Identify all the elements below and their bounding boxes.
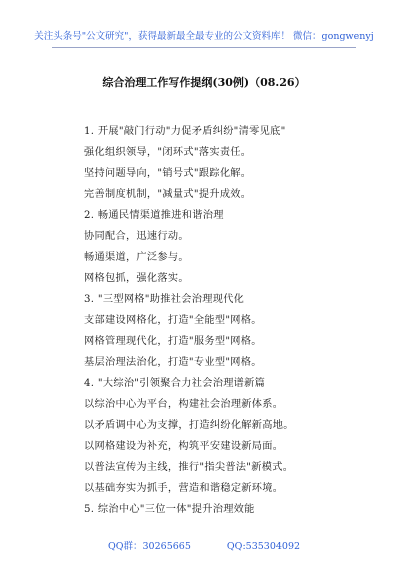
page-header: 关注头条号"公文研究"，获得最新最全最专业的公文资料库！ 微信：gongwenyj — [34, 31, 374, 42]
text-line: 5. 综治中心"三位一体"提升治理效能 — [84, 504, 255, 515]
text-line: 以综治中心为平台，构建社会治理新体系。 — [84, 399, 284, 410]
text-line: 2. 畅通民情渠道推进和谐治理 — [84, 210, 224, 221]
text-line: 协同配合，迅速行动。 — [84, 231, 189, 242]
text-line: 畅通渠道，广泛参与。 — [84, 252, 189, 263]
text-line: 网格管理现代化，打造"服务型"网格。 — [84, 336, 262, 347]
qq-group-number: QQ群：30265665 — [107, 541, 191, 552]
document-title: 综合治理工作写作提纲(30例)（08.26） — [102, 76, 306, 89]
text-line: 以矛盾调中心为支撑，打造纠纷化解新高地。 — [84, 420, 294, 431]
text-line: 以普法宣传为主线，推行"指尖普法"新模式。 — [84, 462, 294, 473]
text-line: 网格包抓，强化落实。 — [84, 273, 189, 284]
text-line: 支部建设网格化，打造"全能型"网格。 — [84, 315, 262, 326]
text-line: 3. "三型网格"助推社会治理现代化 — [84, 294, 245, 305]
text-line: 以网格建设为补充，构筑平安建设新局面。 — [84, 441, 284, 452]
text-line: 基层治理法治化，打造"专业型"网格。 — [84, 357, 262, 368]
text-line: 以基础夯实为抓手，营造和谐稳定新环境。 — [84, 483, 284, 494]
text-line: 完善制度机制，"减量式"提升成效。 — [84, 189, 252, 200]
text-line: 1. 开展"敲门行动"力促矛盾纠纷"清零见底" — [84, 126, 286, 137]
header-divider — [52, 47, 356, 48]
document-body — [84, 121, 384, 520]
text-line: 坚持问题导向，"销号式"跟踪化解。 — [84, 168, 252, 179]
text-line: 强化组织领导，"闭环式"落实责任。 — [84, 147, 252, 158]
page-footer — [0, 538, 408, 552]
qq-contact-number: QQ:535304092 — [226, 541, 301, 552]
text-line: 4. "大综治"引领聚合力社会治理谱新篇 — [84, 378, 266, 389]
